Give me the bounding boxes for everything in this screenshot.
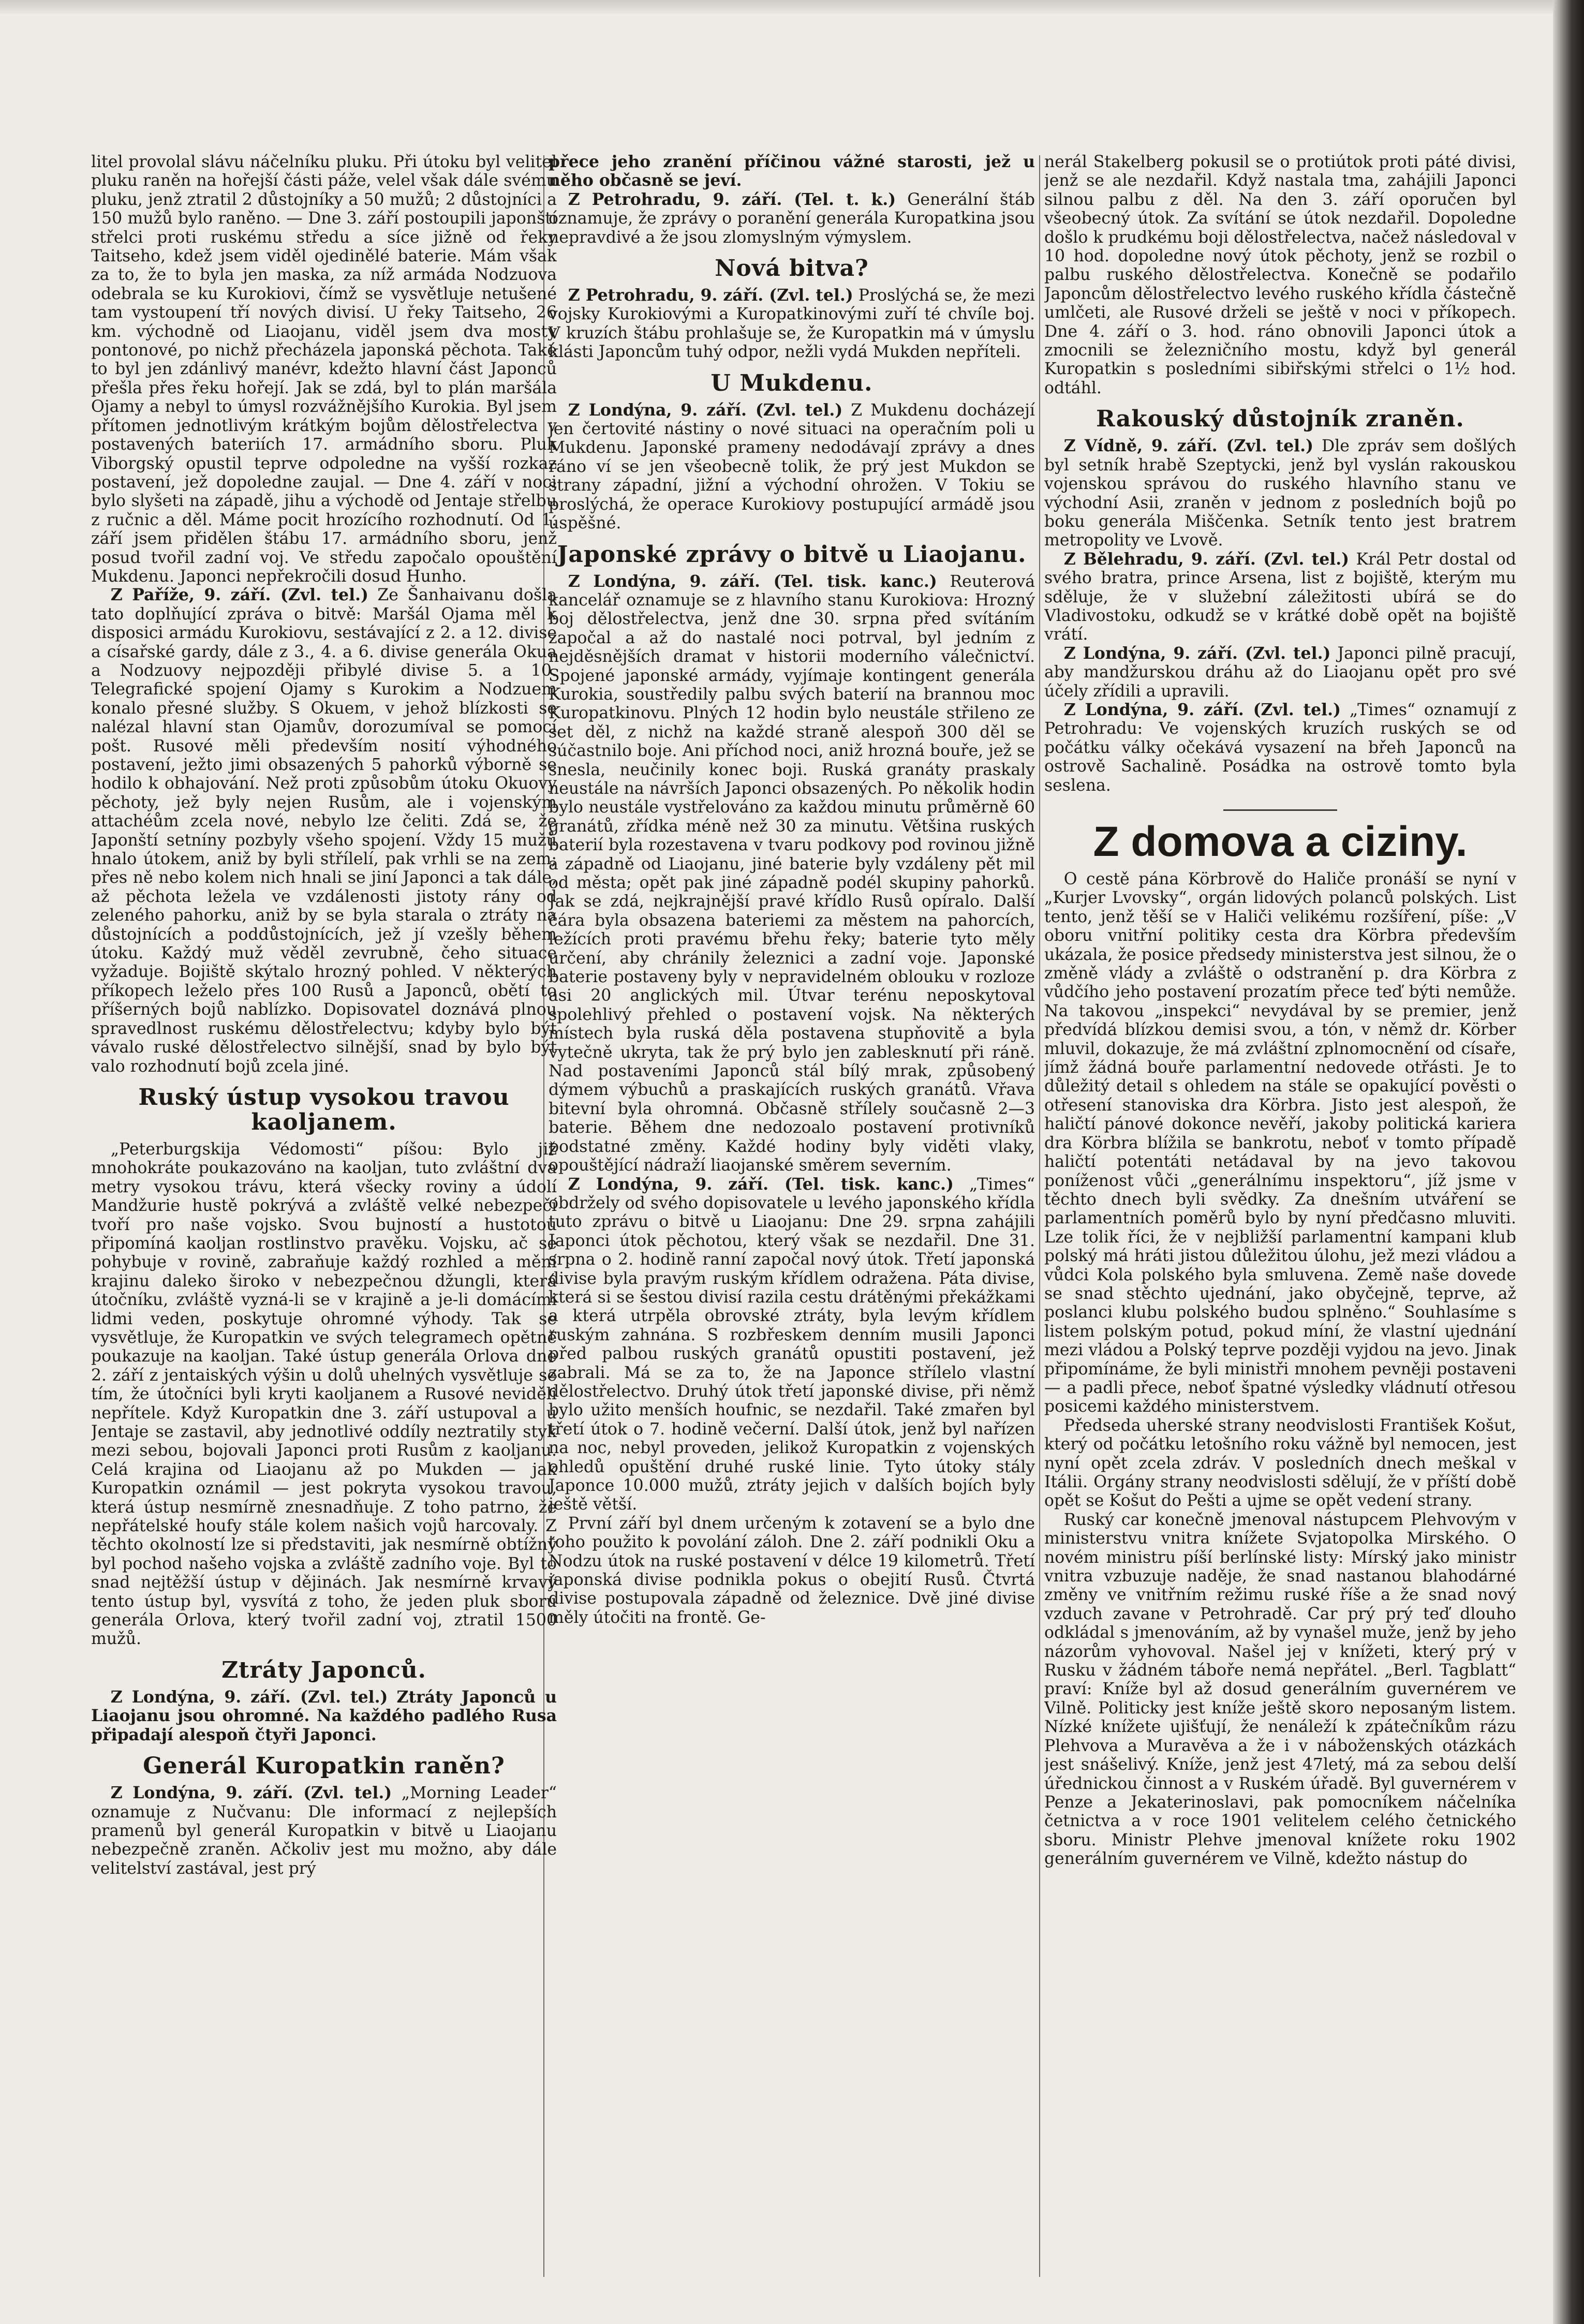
section-heading: Generál Kuropatkin raněn? bbox=[143, 1753, 505, 1780]
column-2 bbox=[549, 153, 1035, 2285]
article-text bbox=[91, 1688, 557, 1744]
article-text bbox=[91, 1784, 557, 1878]
dateline: Z Londýna, 9. září. (Tel. tisk. kanc.) bbox=[568, 1174, 954, 1194]
dateline: Z Londýna, 9. září. (Zvl. tel.) bbox=[110, 1687, 388, 1707]
article-body: Ztráty Japonců u Liaojanu jsou ohromné. Na každého padlého Rusa připadají alespoň čtyři Japonci. bbox=[91, 1687, 557, 1744]
article-body: Dle zpráv sem došlých byl setník hrabě Szeptycki, jenž byl vyslán rakouskou vojenskou správou do ruského hlavního stanu ve východní Asii, zraněn v jednom z posledních bojů po boku generála Miščenka. Setník tento jest bratrem metropolity ve Lvově. bbox=[1044, 437, 1516, 550]
section-heading: Ztráty Japonců. bbox=[221, 1656, 426, 1683]
article-text bbox=[549, 190, 1035, 247]
article-text: litel provolal slávu náčelníku pluku. Při útoku byl velitel pluku raněn na hořejší části páže, velel však dále svému pluku, jenž ztratil 2 důstojníky a 50 mužů; 2 důstojníci a 150 mužů bylo raněno. — Dne 3. září postoupili japonští střelci proti ruskému středu a síce jižně od řeky Taitseho, kdež jsem viděl ojedinělé baterie. Mám však za to, že to byla jen maska, za níž armáda Nodzuova odebrala se ku Kurokiovi, čímž se vysvětluje netušené tam vystoupení tří nových divisí. U řeky Taitseho, 26 km. východně od Liaojanu, viděl jsem dva mosty pontonové, po nichž přecházela japonská pěchota. Také to byl jen zdánlivý manévr, kdežto hlavní část Japonců přešla přes řeku hořejí. Jak se zdá, byl to plán maršála Ojamy a nebyl to úmysl rozvážnějšího Kurokia. Byl jsem přítomen jednotlivým krátkým bojům dělostřelectva v postavených bateriích 17. armádního sboru. Pluk Viborgský opustil teprve odpoledne na vyšší rozkaz postavení, jež dopoledne zaujal. — Dne 4. září v noci bylo slyšeti na západě, jihu a východě od Jentaje střelbu z ručnic a děl. Máme pocit hrozícího rozhodnutí. Od 1. září jsem přidělen štábu 17. armádního sboru, jenž posud tvořil zadní voj. Ve středu započalo opouštění Mukdenu. Japonci nepřekročili dosud Hunho. bbox=[91, 153, 557, 586]
section-heading: Nová bitva? bbox=[715, 255, 869, 282]
article-text bbox=[1044, 644, 1516, 701]
article-text: přece jeho zranění příčinou vážné starosti, jež u něho občasně se jeví. bbox=[549, 153, 1035, 190]
column-1 bbox=[91, 153, 557, 2285]
article-body: „Times“ obdržely od svého dopisovatele u levého japonského křídla tuto zprávu o bitvě u Liaojanu: Dne 29. srpna zahájili Japonci útok pěchotou, který však se nezdařil. Dne 31. srpna o 2. hodině ranní započal nový útok. Třetí japonská divise byla pravým ruským křídlem odražena. Páta divise, která si se šestou divisí razila cestu drátěnými překážkami a která utrpěla obrovské ztráty, byla levým křídlem ruským zahnána. S rozbřeskem denním musili Japonci před palbou ruských granátů opustiti postavení, jež zabrali. Má se za to, že na Japonce střílelo vlastní dělostřelectvo. Druhý útok třetí japonské divise, při němž bylo užito menších houfnic, se nezdařil. Také zmařen byl třetí útok o 7. hodině večerní. Další útok, jenž byl nařízen na noc, nebyl proveden, jelikož Kuropatkin z vojenských ohledů opuštění druhé ruské linie. Tyto útoky stály Japonce 10.000 mužů, ztráty jejich v dalších bojích byly ještě větší. bbox=[549, 1175, 1035, 1514]
dateline: Z Londýna, 9. září. (Zvl. tel.) bbox=[110, 1783, 392, 1803]
article-text: První září byl dnem určeným k zotavení se a bylo dne toho použito k povolání záloh. Dne 2. září podnikli Oku a Nodzu útok na ruské postavení v délce 19 kilometrů. Třetí japonská divise podnikla pokus o obejití Rusů. Čtvrtá divise postupovala západně od železnice. Dvě jiné divise měly útočiti na frontě. Ge- bbox=[549, 1514, 1035, 1627]
section-heading: Japonské zprávy o bitvě u Liaojanu. bbox=[557, 541, 1027, 568]
scan-binding-edge bbox=[1553, 0, 1584, 2324]
article-text bbox=[549, 572, 1035, 1175]
article-body: Ze Šanhaivanu došla tato doplňující zpráva o bitvě: Maršál Ojama měl k disposici armádu Kurokiovu, sestávající z 2. a 12. divise a císařské gardy, dále z 3., 4. a 6. divise generála Okua a Nodzuovy nejpozději přibylé divise 5. a 10. Telegrafické spojení Ojamy s Kurokim a Nodzuem konalo přesné služby. S Okuem, v jehož blízkosti se nalézal hlavní stan Ojamův, dorozumíval se pomocí pošt. Rusové měli především nosití výhodného postavení, ježto jimi obsazených 5 pahorků výborně se hodilo k obhajování. Než proti způsobům útoku Okuovy pěchoty, jež byly nejen Rusům, ale i vojenským attachéům zcela nové, nebylo lze čeliti. Zdá se, že Japonští setníny pozbyly všeho spojení. Vždy 15 mužů hnalo útokem, aniž by byli střílelí, pak vrhli se na zem; přes ně nebo kolem nich hnali se jiní Japonci a tak dále, až pěchota ležela ve vzdálenosti jistoty rány od zeleného pahorku, aniž by se byla starala o ztráty na důstojnících a poddůstojnících, jež jí vzešly během útoku. Každý muž věděl zevrubně, čeho situace vyžaduje. Bojiště skýtalo hrozný pohled. V některých příkopech leželo přes 100 Rusů a Japonců, obětí to příšerných bojů nablízko. Dopisovatel doznává plnou spravedlnost ruskému dělostřelectvu; kdyby bylo být vávalo ruské dělostřelectvo silnější, snad by bylo být valo rozhodnutí bojů zcela jiné. bbox=[91, 586, 557, 1076]
article-body: „Times“ oznamují z Petrohradu: Ve vojenských kruzích ruských se od počátku války očekává vysazení na břeh Japonců na ostrově Sachalině. Posádka na ostrově tomto byla seslena. bbox=[1044, 700, 1516, 795]
article-text: Ruský car konečně jmenoval nástupcem Plehvovým v ministerstvu vnitra knížete Svjatopolka Mirského. O novém ministru píší berlínské listy: Mírský jako ministr vnitra vzbuzuje naděje, že snad nastanou blahodárné změny ve vnitřním režimu ruské říše a že snad nový vzduch zavane v Petrohradě. Car prý prý teď dlouho odkládal s jmenováním, až by vynašel muže, jenž by jeho názorům vyhovoval. Našel jej v knížeti, který prý v Rusku v žádném táboře nemá nepřátel. „Berl. Tagblatt“ praví: Kníže byl až dosud generálním guvernérem ve Vilně. Politicky jest kníže ještě skoro neposaným listem. Nízké knížete ujišťují, že nenáleží k zpátečníkům rázu Plehvova a Muravěva a že i v náboženských otázkách jest snášelivý. Kníže, jenž jest 47letý, má za sebou delší úřednickou činnost a v Ruském úřadě. Byl guvernérem v Penze a Jekaterinoslavi, pak pomocníkem náčelníka četnictva a v roce 1901 velitelem celého četnického sboru. Ministr Plehve jmenoval knížete roku 1902 generálním guvernérem ve Vilně, kdežto nástup do bbox=[1044, 1510, 1516, 1869]
article-text bbox=[1044, 550, 1516, 644]
article-text bbox=[1044, 437, 1516, 550]
article-text: Předseda uherské strany neodvislosti František Košut, který od počátku letošního roku vážně byl nemocen, jest nyní opět zcela zdráv. V posledních dnech meškal v Itálii. Orgány strany neodvislosti sdělují, že v příští době opět se Košut do Pešti a ujme se opět vedení strany. bbox=[1044, 1416, 1516, 1511]
article-body: Japonci pilně pracují, aby mandžurskou dráhu až do Liaojanu opět pro své účely zřídili a upravili. bbox=[1044, 644, 1516, 701]
article-text bbox=[91, 586, 557, 1076]
article-body: Proslýchá se, že mezi vojsky Kurokiovými a Kuropatkinovými zuří té chvíle boj. V kruzích štábu prohlašuje se, že Kuropatkin má v úmyslu klásti Japoncům tuhý odpor, nežli vydá Mukden nepříteli. bbox=[549, 286, 1035, 362]
column-3 bbox=[1044, 153, 1516, 2285]
article-body: Král Petr dostal od svého bratra, prince Arsena, list z bojiště, kterým mu sděluje, že v služební záležitosti ubírá se do Vladivostoku, odkudž se v krátké době opět na bojiště vrátí. bbox=[1044, 550, 1516, 644]
section-separator bbox=[1223, 809, 1337, 811]
dateline: Z Petrohradu, 9. září. (Zvl. tel.) bbox=[568, 286, 853, 305]
section-heading: Ruský ústup vysokou travou kaoljanem. bbox=[138, 1084, 510, 1135]
scan-top-edge bbox=[0, 0, 1584, 16]
dateline: Z Londýna, 9. září. (Tel. tisk. kanc.) bbox=[568, 571, 937, 591]
section-title: Z domova a ciziny. bbox=[1093, 818, 1468, 865]
article-text bbox=[1044, 701, 1516, 795]
article-text bbox=[549, 401, 1035, 533]
dateline: Z Vídně, 9. září. (Zvl. tel.) bbox=[1063, 436, 1313, 456]
article-text bbox=[549, 1175, 1035, 1514]
dateline: Z Londýna, 9. září. (Zvl. tel.) bbox=[1063, 700, 1341, 719]
article-body: Generální štáb oznamuje, že zprávy o poranění generála Kuropatkina jsou nepravdivé a že jsou zlomyslným výmyslem. bbox=[549, 190, 1035, 247]
dateline: Z Bělehradu, 9. září. (Zvl. tel.) bbox=[1063, 549, 1350, 569]
section-heading: Rakouský důstojník zraněn. bbox=[1096, 406, 1464, 433]
dateline: Z Londýna, 9. září. (Zvl. tel.) bbox=[568, 400, 843, 420]
article-text: nerál Stakelberg pokusil se o protiútok proti páté divisi, jenž se ale nezdařil. Když nastala tma, zahájili Japonci silnou palbu z děl. Na den 3. září oporučen byl všeobecný útok. Za svítání se útok nezdařil. Dopoledne došlo k prudkému boji dělostřelectva, načež následoval v 10 hod. dopoledne nový útok pěchoty, jenž se rozbil o palbu ruského dělostřelectva. Konečně se podařilo Japoncům dělostřelectvo levého ruského křídla částečně umlčeti, ale Rusové drželi se ještě v noci v příkopech. Dne 4. září o 3. hod. ráno obnovili Japonci útok a zmocnili se železničního mostu, když byl generál Kuropatkin s posledními sibiřskými střelci o 1½ hod. odtáhl. bbox=[1044, 153, 1516, 397]
column-rule-2 bbox=[1039, 155, 1040, 2277]
article-body: Reuterová kancelář oznamuje se z hlavního stanu Kurokiova: Hrozný boj dělostřelectva, jenž dne 30. srpna před svítáním započal a až do nastalé noci potrval, byl jedním z nejděsnějších dramat v historii moderního válečnictví. Spojené japonské armády, vyjímaje kontingent generála Kurokia, soustředily palbu svých baterií na brannou moc Kuropatkinovu. Plných 12 hodin bylo neustále střileno ze set děl, z nichž na každé straně alespoň 300 děl se súčastnilo boje. Ani příchod noci, aniž hrozná bouře, jež se snesla, neučinily konec boji. Ruská granáty praskaly neustále na návrších Japonci obsazených. Po několik hodin bylo neustále vystřelováno za každou minutu průměrně 60 granátů, zřídka méně než 30 za minutu. Většina ruských baterií byla rozestavena v tvaru podkovy pod rovinou jižně a západně od Liaojanu, jiné baterie byly vzdáleny pět mil od města; opět pak jiné západně podél skupiny pahorků. Jak se zdá, nejkrajnější pravé křídlo Rusů opíralo. Další čára byla obsazena bateriemi za městem na pahorcích, ležících proti pravému břehu řeky; baterie tyto měly určení, aby chránily železnici a zadní voje. Japonské baterie postaveny byly v nepravidelném oblouku v rozloze asi 20 anglických mil. Útvar terénu neposkytoval spolehlivý přehled o postavení vojsk. Na některých místech byla ruská děla postavena stupňovitě a byla vytečně ukryta, tak že prý bylo jen zablesknutí při ráně. Nad postaveními Japonců stál bílý mrak, způsobený dýmem výbuchů a praskajících ruských granátů. Vřava bitevní byla ohromná. Občasně střílely současně 2—3 baterie. Během dne nedozoalo postavení protivníků podstatné změny. Každé hodiny byly viděti vlaky, opouštějící nádraží liaojanské směrem severním. bbox=[549, 572, 1035, 1175]
article-body: Z Mukdenu docházejí jen čertovité nástiny o nové situaci na operačním poli u Mukdenu. Japonské prameny nedodávají zprávy a dnes ráno ví se jen všeobecně tolik, že prý jest Mukdon se strany západní, jižní a východní ohrožen. V Tokiu se proslýchá, že operace Kurokiovy postupující armádě jsou úspěšné. bbox=[549, 401, 1035, 533]
dateline: Z Petrohradu, 9. září. (Tel. t. k.) bbox=[568, 189, 896, 209]
dateline: Z Londýna, 9. září. (Zvl. tel.) bbox=[1063, 643, 1331, 663]
article-body: „Morning Leader“ oznamuje z Nučvanu: Dle informací z nejlepších pramenů byl generál Kuropatkin v bitvě u Liaojanu nebezpečně zraněn. Ačkoliv jest mu možno, aby dále velitelství zastával, jest prý bbox=[91, 1784, 557, 1878]
dateline: Z Paříže, 9. září. (Zvl. tel.) bbox=[110, 585, 368, 605]
article-text: „Peterburgskija Védomosti“ píšou: Bylo již mnohokráte poukazováno na kaoljan, tuto zvláštní dva metry vysokou trávu, která všecky roviny a údolí Mandžurie hustě pokrývá a zvláště velké nebezpečí tvoří pro naše vojsko. Svou bujností a hustotou připomíná kaoljan rostlinstvo pravěku. Vojsku, ač se pohybuje v rovině, zabraňuje každý rozhled a mění krajinu daleko široko v nebezpečnou džungli, která útočníku, zvláště vyzná-li se v krajině a je-li domácími lidmi veden, poskytuje ohromné výhody. Tak se vysvětluje, že Kuropatkin ve svých telegramech opětně poukazuje na kaoljan. Také ústup generála Orlova dne 2. září z jentaiských výšin u dolů uhelných vysvětluje se tím, že útočníci byli kryti kaoljanem a Rusové neviděli nepřítele. Když Kuropatkin dne 3. září ustupoval a u Jentaje se zastavil, aby jednotlivé oddíly neztratily styk mezi sebou, bojovali Japonci proti Rusům z kaoljanu. Celá krajina od Liaojanu až po Mukden — jak Kuropatkin oznámil — jest pokryta vysokou travou, která ústup nesmírně znesnadňuje. Z toho patrno, že nepřátelské houfy stále kolem našich vojů harcovaly. Z těchto okolností lze si představiti, jak nesmírně obtížný byl pochod našeho vojska a zvláště zadního voje. Byl to snad nejtěžší ústup v dějinách. Jak nesmírně krvavý tento ústup byl, vysvítá z toho, že jeden pluk sboru generála Orlova, který tvořil zadní voj, ztratil 1500 mužů. bbox=[91, 1139, 557, 1649]
article-text: O cestě pána Körbrově do Haliče pronáší se nyní v „Kurjer Lvovsky“, orgán lidových polanců polských. List tento, jenž těší se v Haliči velikému rozšíření, píše: „V oboru vnitřní politiky cesta dra Körbra především ukázala, že posice předsedy ministerstva jest silnou, že o změně vlády a zvláště o odstranění p. dra Körbra z vůdčího jeho postavení prozatím přece teď býti nemůže. Na takovou „inspekci“ nevydával by se premier, jenž předvídá blízkou demisi svou, a tón, v němž dr. Körber mluvil, dokazuje, že má zvláštní zplnomocnění od císaře, jímž žádná bouře parlamentní nedovede otřásti. Je to důležitý detail s ohledem na stále se opakující pověsti o otřesení stanoviska dra Körbra. Jisto jest alespoň, že haličtí pánové dokonce nevěří, jakoby politická kariera dra Körbra blížila se bankrotu, neboť v tomto případě haličtí potentáti netádaval by na jevo takovou poníženost vůči „generálnímu inspektoru“, jíž jsme v těchto dnech byli svědky. Za dnešním utváření se parlamentních poměrů bylo by nyní předčasno mluviti. Lze tolik říci, že v nejbližší parlamentní kampani klub polský má hráti jistou důležitou úlohu, jež mezi vládou a vůdci Kola polského byla smluvena. Země naše dovede se snad stěchto ujednání, jako obyčejně, teprve, až poslanci klubu polského budou splněno.“ Souhlasíme s listem polským potud, pokud míní, že vlastní ujednání mezi vládou a Polský teprve později vyjdou na jevo. Jinak připomínáme, že byli ministři mnohem pevněji postaveni — a padli přece, neboť špatné výsledky vládnutí otřesou posicemi každého ministerstvem. bbox=[1044, 870, 1516, 1416]
article-text bbox=[549, 286, 1035, 362]
section-heading: U Mukdenu. bbox=[710, 369, 873, 396]
